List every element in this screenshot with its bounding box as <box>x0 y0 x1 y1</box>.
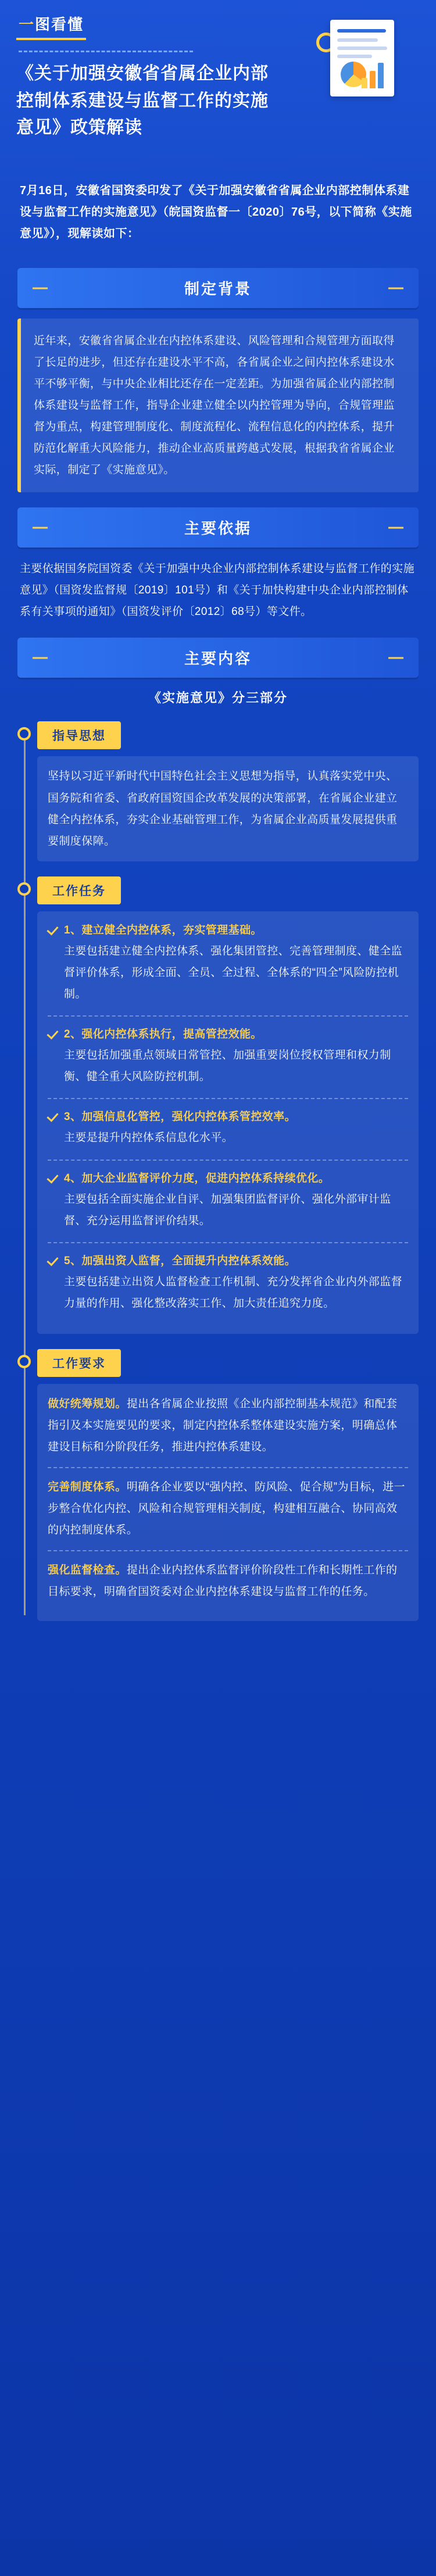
task-divider <box>48 1242 408 1243</box>
task-item <box>48 1025 408 1087</box>
timeline-item-guiding-thought <box>37 721 419 861</box>
section-body-basis: 主要依据国务院国资委《关于加强中央企业内部控制体系建设与监督工作的实施意见》（国资发监督规〔2019〕101号）和《关于加快构建中央企业内部控制体系有关事项的通知》（国资发评价〔2012〕68号）等文件。 <box>20 563 415 618</box>
section-body-background: 近年来，安徽省省属企业在内控体系建设、风险管理和合规管理方面取得了长足的进步，但还存在建设水平不高，各省属企业之间内控体系建设水平不够平衡，与中央企业相比还存在一定差距。为加强省属企业内部控制体系建设与监督工作，指导企业建立健全以内控管理为导向，合规管理监督为重点，构建管理制度化、制度流程化、流程信息化的内控体系，提升防范化解重大风险能力，推动企业高质量跨越式发展，根据我省省属企业实际，制定了《实施意见》。 <box>17 319 419 492</box>
requirement-lead: 完善制度体系。 <box>48 1481 127 1494</box>
timeline-title-requirements: 工作要求 <box>37 1349 121 1377</box>
section-heading-content <box>17 638 419 678</box>
section-heading-basis-label: 主要依据 <box>184 520 252 538</box>
task-divider <box>48 1098 408 1099</box>
requirement-lead: 强化监督检查。 <box>48 1564 127 1577</box>
section-heading-background <box>17 268 419 308</box>
task-title-text: 3、加强信息化管控，强化内控体系管控效率。 <box>64 1111 296 1124</box>
header-divider <box>19 51 193 52</box>
task-title-row <box>48 1251 408 1271</box>
timeline-item-tasks <box>37 876 419 1334</box>
task-title-row <box>48 921 408 940</box>
task-title-text: 4、加大企业监督评价力度，促进内控体系持续优化。 <box>64 1172 330 1185</box>
section-heading-content-label: 主要内容 <box>184 650 252 668</box>
check-icon <box>48 1172 59 1184</box>
check-icon <box>48 1111 59 1122</box>
task-divider <box>48 1015 408 1017</box>
lead-paragraph: 7月16日，安徽省国资委印发了《关于加强安徽省省属企业内部控制体系建设与监督工作的实施意见》（皖国资监督一〔2020〕76号，以下简称《实施意见》），现解读如下： <box>20 184 412 240</box>
content-subtitle: 《实施意见》分三部分 <box>148 690 288 706</box>
requirement-item <box>48 1476 408 1541</box>
requirement-divider <box>48 1467 408 1468</box>
timeline-body-guiding-thought: 坚持以习近平新时代中国特色社会主义思想为指导，认真落实党中央、国务院和省委、省政府国资国企改革发展的决策部署，在省属企业建立健全内控体系，夯实企业基础管理工作，为省属企业高质量发展提供重要制度保障。 <box>37 756 419 861</box>
timeline-dot-icon <box>17 727 31 740</box>
check-icon <box>48 1255 59 1266</box>
requirement-paragraph <box>48 1559 408 1602</box>
document-icon <box>330 20 394 96</box>
check-icon <box>48 924 59 936</box>
section-heading-background-label: 制定背景 <box>184 280 252 298</box>
requirement-text: 提出企业内控体系监督评价阶段性工作和长期性工作的目标要求，明确省国资委对企业内控体系建设与监督工作的任务。 <box>48 1564 398 1598</box>
page-title: 《关于加强安徽省省属企业内部控制体系建设与监督工作的实施意见》政策解读 <box>16 64 269 137</box>
requirement-paragraph <box>48 1476 408 1541</box>
timeline-title-tasks: 工作任务 <box>37 876 121 904</box>
task-item <box>48 921 408 1005</box>
footer-spacer <box>0 1638 436 1662</box>
task-desc-text: 主要是提升内控体系信息化水平。 <box>64 1132 234 1144</box>
task-desc-text: 主要包括全面实施企业自评、加强集团监督评价、强化外部审计监督、充分运用监督评价结果。 <box>64 1193 391 1227</box>
requirement-text: 明确各企业要以“强内控、防风险、促合规”为目标，进一步整合优化内控、风险和合规管理相关制度，构建相互融合、协同高效的内控制度体系。 <box>48 1481 405 1537</box>
section-heading-basis <box>17 507 419 548</box>
task-title-text: 5、加强出资人监督，全面提升内控体系效能。 <box>64 1254 296 1267</box>
requirement-divider <box>48 1550 408 1551</box>
task-desc-text: 主要包括建立健全内控体系、强化集团管控、完善管理制度、健全监督评价体系，形成全面、全员、全过程、全体系的“四全”风险防控机制。 <box>64 944 403 1000</box>
requirement-item <box>48 1559 408 1602</box>
document-illustration <box>316 15 421 102</box>
timeline-dot-icon <box>17 1355 31 1368</box>
requirement-text: 提出各省属企业按照《企业内部控制基本规范》和配套指引及本实施要见的要求，制定内控体系整体建设实施方案，明确总体建设目标和分阶段任务，推进内控体系建设。 <box>48 1398 398 1454</box>
timeline-item-requirements <box>37 1349 419 1621</box>
timeline-dot-icon <box>17 882 31 896</box>
requirement-paragraph <box>48 1393 408 1458</box>
task-desc-text: 主要包括加强重点领域日常管控、加强重要岗位授权管理和权力制衡、健全重大风险防控机制。 <box>64 1049 391 1083</box>
timeline-title-guiding-thought: 指导思想 <box>37 721 121 749</box>
task-item <box>48 1169 408 1232</box>
task-divider <box>48 1160 408 1161</box>
task-desc-text: 主要包括建立出资人监督检查工作机制、充分发挥省企业内外部监督力量的作用、强化整改落实工作、加大责任追究力度。 <box>64 1275 403 1310</box>
task-title-row <box>48 1107 408 1127</box>
timeline-body-tasks <box>37 911 419 1334</box>
check-icon <box>48 1028 59 1040</box>
task-item <box>48 1107 408 1149</box>
badge-yitukandong: 一图看懂 <box>16 13 86 40</box>
task-item <box>48 1251 408 1314</box>
bar-chart-icon <box>362 62 388 88</box>
task-title-row <box>48 1025 408 1044</box>
requirement-lead: 做好统筹规划。 <box>48 1398 127 1411</box>
task-title-row <box>48 1169 408 1189</box>
page-header <box>0 0 436 174</box>
task-title-text: 1、建立健全内控体系，夯实管理基础。 <box>64 924 262 936</box>
content-timeline <box>17 721 419 1621</box>
requirement-item <box>48 1393 408 1458</box>
timeline-body-requirements <box>37 1384 419 1621</box>
task-title-text: 2、强化内控体系执行，提高管控效能。 <box>64 1028 262 1040</box>
